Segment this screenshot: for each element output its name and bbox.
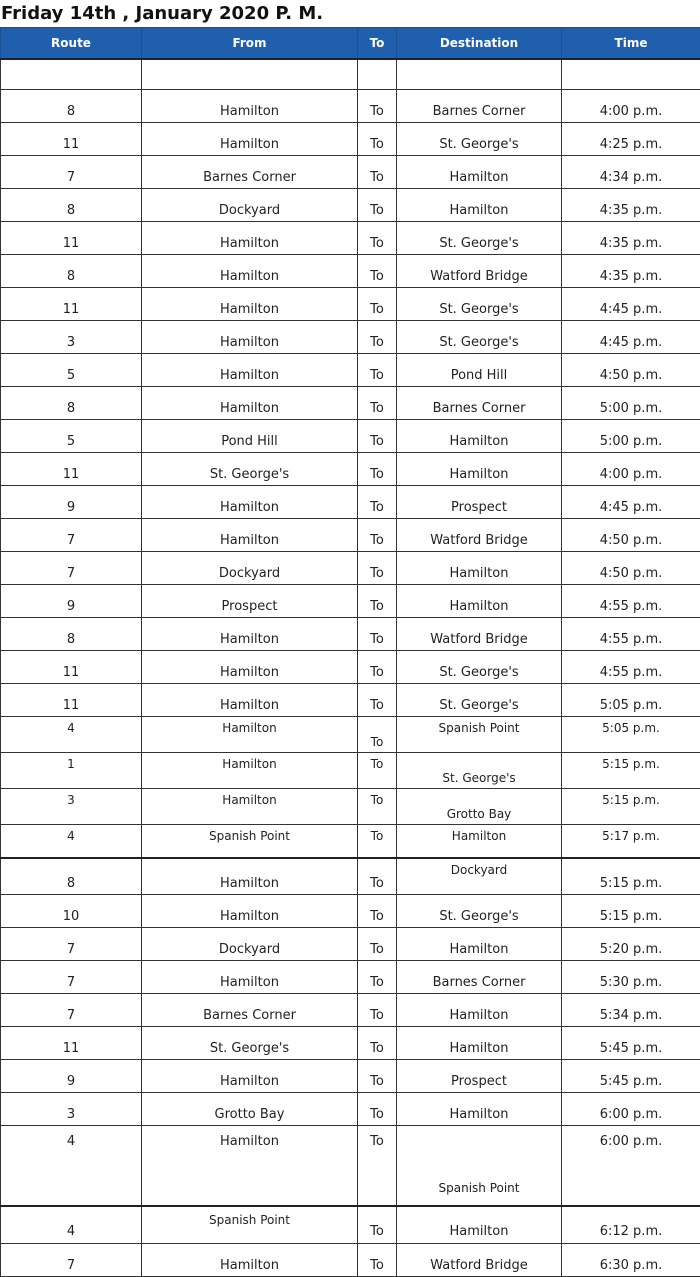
- to-cell: To: [358, 1060, 397, 1093]
- destination-cell: St. George's: [397, 684, 562, 717]
- route-cell: 9: [1, 486, 142, 519]
- destination-cell: Hamilton: [397, 1206, 562, 1244]
- time-cell: 4:50 p.m.: [562, 519, 700, 552]
- time-cell: 5:34 p.m.: [562, 994, 700, 1027]
- destination-cell: St. George's: [397, 651, 562, 684]
- table-row: [1, 1093, 700, 1126]
- time-cell: 5:05 p.m.: [562, 684, 700, 717]
- to-cell: To: [358, 519, 397, 552]
- destination-cell: Watford Bridge: [397, 519, 562, 552]
- route-cell: 11: [1, 651, 142, 684]
- route-cell: 9: [1, 585, 142, 618]
- from-cell: Dockyard: [142, 928, 358, 961]
- time-cell: 6:12 p.m.: [562, 1206, 700, 1244]
- route-cell: 3: [1, 321, 142, 354]
- time-cell: 5:00 p.m.: [562, 387, 700, 420]
- table-row: [1, 354, 700, 387]
- destination-cell: Grotto Bay: [397, 789, 562, 825]
- time-cell: 4:55 p.m.: [562, 585, 700, 618]
- to-cell: To: [358, 753, 397, 789]
- destination-cell: Hamilton: [397, 928, 562, 961]
- route-cell: 5: [1, 354, 142, 387]
- destination-cell: Barnes Corner: [397, 90, 562, 123]
- destination-cell: Hamilton: [397, 1093, 562, 1126]
- time-cell: 4:35 p.m.: [562, 189, 700, 222]
- route-cell: 4: [1, 825, 142, 859]
- destination-cell: Hamilton: [397, 1027, 562, 1060]
- to-cell: To: [358, 994, 397, 1027]
- table-row: [1, 156, 700, 189]
- to-cell: To: [358, 321, 397, 354]
- from-cell: Hamilton: [142, 753, 358, 789]
- route-cell: 9: [1, 1060, 142, 1093]
- from-cell: Hamilton: [142, 519, 358, 552]
- table-row: [1, 1027, 700, 1060]
- time-cell: 4:50 p.m.: [562, 354, 700, 387]
- to-cell: To: [358, 552, 397, 585]
- time-cell: 5:15 p.m.: [562, 753, 700, 789]
- route-cell: 10: [1, 895, 142, 928]
- table-row: [1, 288, 700, 321]
- from-cell: Hamilton: [142, 354, 358, 387]
- route-cell: 11: [1, 222, 142, 255]
- from-cell: Barnes Corner: [142, 994, 358, 1027]
- from-cell: Dockyard: [142, 552, 358, 585]
- route-cell: 7: [1, 994, 142, 1027]
- route-cell: 1: [1, 753, 142, 789]
- table-row: [1, 1126, 700, 1207]
- to-cell: To: [358, 1244, 397, 1277]
- header-to: To: [358, 28, 397, 60]
- route-cell: 7: [1, 552, 142, 585]
- route-cell: 5: [1, 420, 142, 453]
- to-cell: To: [358, 90, 397, 123]
- time-cell: 4:45 p.m.: [562, 288, 700, 321]
- to-cell: To: [358, 825, 397, 859]
- from-cell: Hamilton: [142, 789, 358, 825]
- time-cell: 5:15 p.m.: [562, 789, 700, 825]
- time-cell: 4:35 p.m.: [562, 255, 700, 288]
- route-cell: 4: [1, 1126, 142, 1207]
- spacer-cell: [142, 59, 358, 90]
- route-cell: 11: [1, 1027, 142, 1060]
- route-cell: 4: [1, 717, 142, 753]
- header-route: Route: [1, 28, 142, 60]
- from-cell: Spanish Point: [142, 825, 358, 859]
- route-cell: 11: [1, 288, 142, 321]
- time-cell: 4:35 p.m.: [562, 222, 700, 255]
- destination-cell: Dockyard: [397, 858, 562, 895]
- table-row: [1, 222, 700, 255]
- from-cell: Hamilton: [142, 222, 358, 255]
- table-row: [1, 387, 700, 420]
- destination-cell: Hamilton: [397, 825, 562, 859]
- to-cell: To: [358, 189, 397, 222]
- table-row: [1, 753, 700, 789]
- spacer-row: [1, 59, 700, 90]
- destination-cell: Hamilton: [397, 552, 562, 585]
- destination-cell: Prospect: [397, 486, 562, 519]
- destination-cell: Watford Bridge: [397, 255, 562, 288]
- from-cell: Hamilton: [142, 684, 358, 717]
- destination-cell: Hamilton: [397, 994, 562, 1027]
- to-cell: To: [358, 651, 397, 684]
- table-row: [1, 825, 700, 859]
- from-cell: Hamilton: [142, 1126, 358, 1207]
- table-row: [1, 420, 700, 453]
- to-cell: To: [358, 717, 397, 753]
- time-cell: 4:55 p.m.: [562, 618, 700, 651]
- table-row: [1, 1060, 700, 1093]
- header-row: [1, 28, 700, 60]
- route-cell: 8: [1, 618, 142, 651]
- route-cell: 11: [1, 684, 142, 717]
- route-cell: 7: [1, 928, 142, 961]
- table-row: [1, 684, 700, 717]
- header-destination: Destination: [397, 28, 562, 60]
- spacer-cell: [562, 59, 700, 90]
- route-cell: 8: [1, 858, 142, 895]
- from-cell: Barnes Corner: [142, 156, 358, 189]
- to-cell: To: [358, 486, 397, 519]
- destination-cell: Hamilton: [397, 420, 562, 453]
- table-row: [1, 255, 700, 288]
- route-cell: 7: [1, 1244, 142, 1277]
- from-cell: Hamilton: [142, 288, 358, 321]
- schedule-table: [0, 27, 700, 1277]
- to-cell: To: [358, 961, 397, 994]
- time-cell: 4:34 p.m.: [562, 156, 700, 189]
- destination-cell: Watford Bridge: [397, 618, 562, 651]
- to-cell: To: [358, 928, 397, 961]
- time-cell: 5:45 p.m.: [562, 1027, 700, 1060]
- time-cell: 4:55 p.m.: [562, 651, 700, 684]
- destination-cell: Hamilton: [397, 156, 562, 189]
- to-cell: To: [358, 1126, 397, 1207]
- to-cell: To: [358, 354, 397, 387]
- from-cell: Dockyard: [142, 189, 358, 222]
- time-cell: 4:50 p.m.: [562, 552, 700, 585]
- route-cell: 8: [1, 255, 142, 288]
- from-cell: Hamilton: [142, 651, 358, 684]
- table-row: [1, 789, 700, 825]
- table-row: [1, 123, 700, 156]
- to-cell: To: [358, 684, 397, 717]
- time-cell: 4:45 p.m.: [562, 486, 700, 519]
- header-from: From: [142, 28, 358, 60]
- destination-cell: Barnes Corner: [397, 961, 562, 994]
- table-row: [1, 321, 700, 354]
- time-cell: 5:17 p.m.: [562, 825, 700, 859]
- time-cell: 5:20 p.m.: [562, 928, 700, 961]
- to-cell: To: [358, 618, 397, 651]
- destination-cell: St. George's: [397, 895, 562, 928]
- route-cell: 7: [1, 961, 142, 994]
- from-cell: Pond Hill: [142, 420, 358, 453]
- to-cell: To: [358, 453, 397, 486]
- from-cell: Spanish Point: [142, 1206, 358, 1244]
- to-cell: To: [358, 123, 397, 156]
- table-row: [1, 90, 700, 123]
- to-cell: To: [358, 858, 397, 895]
- table-row: [1, 585, 700, 618]
- time-cell: 6:00 p.m.: [562, 1126, 700, 1207]
- from-cell: Hamilton: [142, 123, 358, 156]
- from-cell: St. George's: [142, 1027, 358, 1060]
- route-cell: 7: [1, 156, 142, 189]
- route-cell: 7: [1, 519, 142, 552]
- route-cell: 3: [1, 1093, 142, 1126]
- table-row: [1, 189, 700, 222]
- to-cell: To: [358, 255, 397, 288]
- to-cell: To: [358, 1093, 397, 1126]
- destination-cell: Pond Hill: [397, 354, 562, 387]
- route-cell: 3: [1, 789, 142, 825]
- route-cell: 11: [1, 453, 142, 486]
- spacer-cell: [1, 59, 142, 90]
- destination-cell: Spanish Point: [397, 717, 562, 753]
- page-title: Friday 14th , January 2020 P. M.: [0, 0, 700, 27]
- table-row: [1, 994, 700, 1027]
- to-cell: To: [358, 387, 397, 420]
- from-cell: Hamilton: [142, 717, 358, 753]
- to-cell: To: [358, 1027, 397, 1060]
- header-time: Time: [562, 28, 700, 60]
- from-cell: Hamilton: [142, 895, 358, 928]
- table-row: [1, 618, 700, 651]
- time-cell: 5:30 p.m.: [562, 961, 700, 994]
- destination-cell: St. George's: [397, 753, 562, 789]
- route-cell: 4: [1, 1206, 142, 1244]
- table-row: [1, 1244, 700, 1277]
- from-cell: Grotto Bay: [142, 1093, 358, 1126]
- route-cell: 8: [1, 90, 142, 123]
- time-cell: 5:45 p.m.: [562, 1060, 700, 1093]
- from-cell: Hamilton: [142, 961, 358, 994]
- schedule-body: [1, 59, 700, 1277]
- from-cell: Hamilton: [142, 1060, 358, 1093]
- to-cell: To: [358, 585, 397, 618]
- from-cell: Hamilton: [142, 618, 358, 651]
- table-row: [1, 453, 700, 486]
- from-cell: Hamilton: [142, 321, 358, 354]
- table-row: [1, 651, 700, 684]
- from-cell: Hamilton: [142, 1244, 358, 1277]
- destination-cell: Hamilton: [397, 189, 562, 222]
- time-cell: 5:05 p.m.: [562, 717, 700, 753]
- route-cell: 11: [1, 123, 142, 156]
- table-row: [1, 486, 700, 519]
- destination-cell: Hamilton: [397, 585, 562, 618]
- destination-cell: St. George's: [397, 321, 562, 354]
- time-cell: 5:15 p.m.: [562, 895, 700, 928]
- time-cell: 4:25 p.m.: [562, 123, 700, 156]
- route-cell: 8: [1, 387, 142, 420]
- to-cell: To: [358, 222, 397, 255]
- table-row: [1, 519, 700, 552]
- spacer-cell: [358, 59, 397, 90]
- destination-cell: Prospect: [397, 1060, 562, 1093]
- route-cell: 8: [1, 189, 142, 222]
- time-cell: 4:00 p.m.: [562, 90, 700, 123]
- destination-cell: Barnes Corner: [397, 387, 562, 420]
- time-cell: 5:00 p.m.: [562, 420, 700, 453]
- spacer-cell: [397, 59, 562, 90]
- destination-cell: St. George's: [397, 123, 562, 156]
- table-row: [1, 858, 700, 895]
- to-cell: To: [358, 789, 397, 825]
- table-row: [1, 928, 700, 961]
- time-cell: 4:00 p.m.: [562, 453, 700, 486]
- destination-cell: Watford Bridge: [397, 1244, 562, 1277]
- from-cell: St. George's: [142, 453, 358, 486]
- from-cell: Hamilton: [142, 858, 358, 895]
- from-cell: Hamilton: [142, 486, 358, 519]
- destination-cell: St. George's: [397, 288, 562, 321]
- destination-cell: St. George's: [397, 222, 562, 255]
- from-cell: Hamilton: [142, 387, 358, 420]
- table-row: [1, 552, 700, 585]
- to-cell: To: [358, 156, 397, 189]
- destination-cell: Hamilton: [397, 453, 562, 486]
- to-cell: To: [358, 288, 397, 321]
- time-cell: 6:30 p.m.: [562, 1244, 700, 1277]
- to-cell: To: [358, 420, 397, 453]
- table-row: [1, 895, 700, 928]
- time-cell: 4:45 p.m.: [562, 321, 700, 354]
- to-cell: To: [358, 1206, 397, 1244]
- from-cell: Prospect: [142, 585, 358, 618]
- destination-cell: Spanish Point: [397, 1126, 562, 1207]
- table-row: [1, 1206, 700, 1244]
- from-cell: Hamilton: [142, 90, 358, 123]
- time-cell: 5:15 p.m.: [562, 858, 700, 895]
- table-row: [1, 717, 700, 753]
- time-cell: 6:00 p.m.: [562, 1093, 700, 1126]
- to-cell: To: [358, 895, 397, 928]
- from-cell: Hamilton: [142, 255, 358, 288]
- table-row: [1, 961, 700, 994]
